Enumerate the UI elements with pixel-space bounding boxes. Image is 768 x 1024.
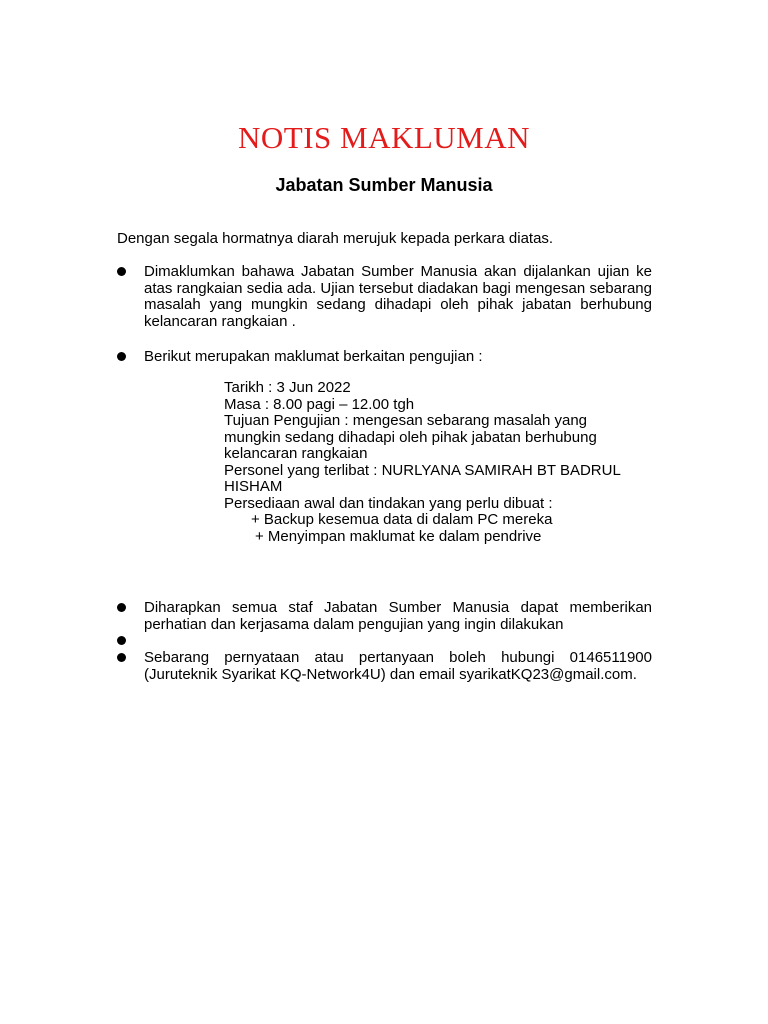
detail-time: Masa : 8.00 pagi – 12.00 tgh: [224, 395, 415, 413]
detail-personnel-line: Personel yang terlibat : NURLYANA SAMIRAH BT BADRUL: [224, 461, 621, 479]
detail-personnel-line: HISHAM: [224, 478, 283, 495]
bullet-text: Sebarang pernyataan atau pertanyaan boleh hubungi 0146511900 (Juruteknik Syarikat KQ-Network4U) dan email syarikatKQ23@gmail.com.: [144, 649, 652, 683]
bullet-text: Dimaklumkan bahawa Jabatan Sumber Manusia akan dijalankan ujian ke atas rangkaian sedia ada. Ujian tersebut diadakan bagi mengesan sebarang masalah yang mungkin sedang dihadapi oleh pihak jabatan berhubung kelancaran rangkaian .: [144, 263, 652, 330]
detail-preparation: Persediaan awal dan tindakan yang perlu dibuat :: [224, 494, 553, 512]
intro-paragraph: Dengan segala hormatnya diarah merujuk kepada perkara diatas.: [117, 230, 554, 247]
bullet-dot-icon: [117, 603, 126, 612]
bullet-dot-icon: [117, 636, 126, 645]
detail-purpose-line: kelancaran rangkaian: [224, 445, 368, 462]
bullet-text: Diharapkan semua staf Jabatan Sumber Manusia dapat memberikan perhatian dan kerjasama dalam pengujian yang ingin dilakukan: [144, 599, 652, 633]
bullet-dot-icon: [117, 653, 126, 662]
bullet-dot-icon: [117, 352, 126, 361]
detail-date: Tarikh : 3 Jun 2022: [224, 379, 351, 396]
test-details-block: [224, 380, 644, 545]
department-heading: Jabatan Sumber Manusia: [275, 175, 493, 195]
bullet-dot-icon: [117, 267, 126, 276]
notice-title: NOTIS MAKLUMAN: [237, 120, 531, 155]
detail-prep-item: + Menyimpan maklumat ke dalam pendrive: [255, 527, 542, 545]
detail-prep-item: + Backup kesemua data di dalam PC mereka: [251, 511, 553, 528]
detail-purpose-line: Tujuan Pengujian : mengesan sebarang masalah yang: [224, 412, 588, 429]
bullet-text: Berikut merupakan maklumat berkaitan pengujian :: [144, 348, 483, 365]
detail-purpose-line: mungkin sedang dihadapi oleh pihak jabatan berhubung: [224, 428, 597, 446]
